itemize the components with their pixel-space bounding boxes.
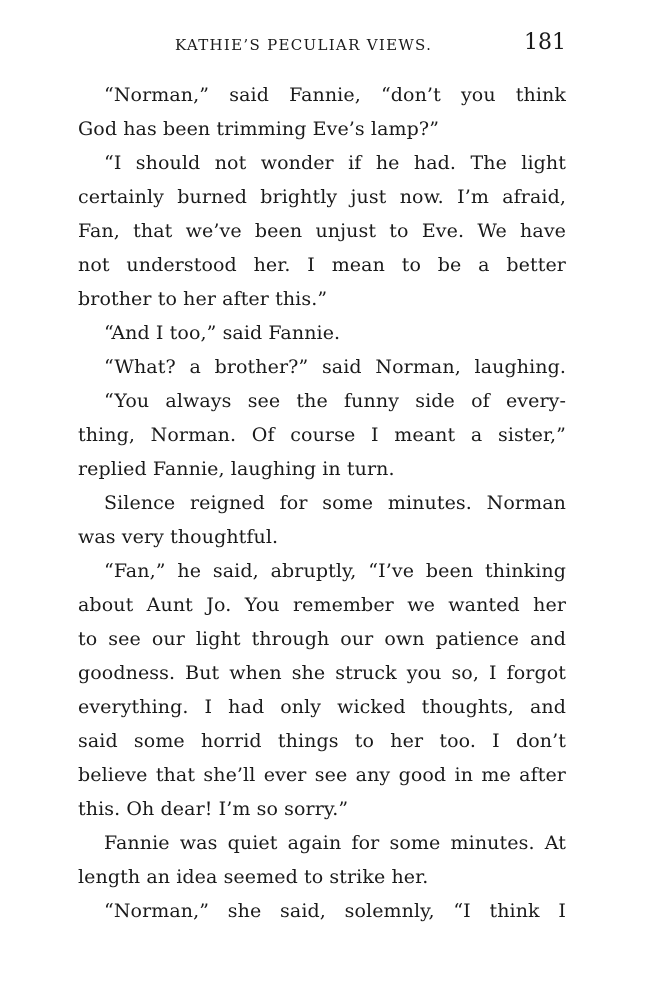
text-line: to see our light through our own patience and — [78, 628, 566, 650]
text-line: God has been trimming Eve’s lamp?” — [78, 118, 440, 140]
text-line: believe that she’ll ever see any good in me after — [78, 764, 566, 786]
text-line: “Fan,” he said, abruptly, “I’ve been thinking — [104, 560, 566, 582]
body-text — [78, 78, 566, 928]
text-line: Fan, that we’ve been unjust to Eve. We have — [78, 220, 566, 242]
text-line: not understood her. I mean to be a better — [78, 254, 566, 276]
text-line: goodness. But when she struck you so, I forgot — [78, 662, 566, 684]
page-number: 181 — [524, 30, 566, 55]
text-line: Silence reigned for some minutes. Norman — [104, 492, 566, 514]
text-line: “I should not wonder if he had. The light — [104, 152, 566, 174]
text-line: “What? a brother?” said Norman, laughing. — [104, 356, 566, 378]
text-line: about Aunt Jo. You remember we wanted her — [78, 594, 566, 616]
text-line: length an idea seemed to strike her. — [78, 866, 429, 888]
text-line: everything. I had only wicked thoughts, and — [78, 696, 566, 718]
text-line: “Norman,” said Fannie, “don’t you think — [104, 84, 566, 106]
text-line: thing, Norman. Of course I meant a sister,” — [78, 424, 566, 446]
text-line: “You always see the funny side of every- — [104, 390, 566, 412]
text-line: was very thoughtful. — [78, 526, 279, 548]
text-line: certainly burned brightly just now. I’m afraid, — [78, 186, 566, 208]
text-line: Fannie was quiet again for some minutes. At — [104, 832, 566, 854]
text-line: this. Oh dear! I’m so sorry.” — [78, 798, 349, 820]
text-line: said some horrid things to her too. I don’t — [78, 730, 566, 752]
text-line: “Norman,” she said, solemnly, “I think I — [104, 900, 566, 922]
running-head — [78, 30, 566, 60]
text-line: “And I too,” said Fannie. — [104, 322, 341, 344]
text-line: brother to her after this.” — [78, 288, 328, 310]
running-title: KATHIE’S PECULIAR VIEWS. — [175, 36, 433, 54]
text-line: replied Fannie, laughing in turn. — [78, 458, 395, 480]
